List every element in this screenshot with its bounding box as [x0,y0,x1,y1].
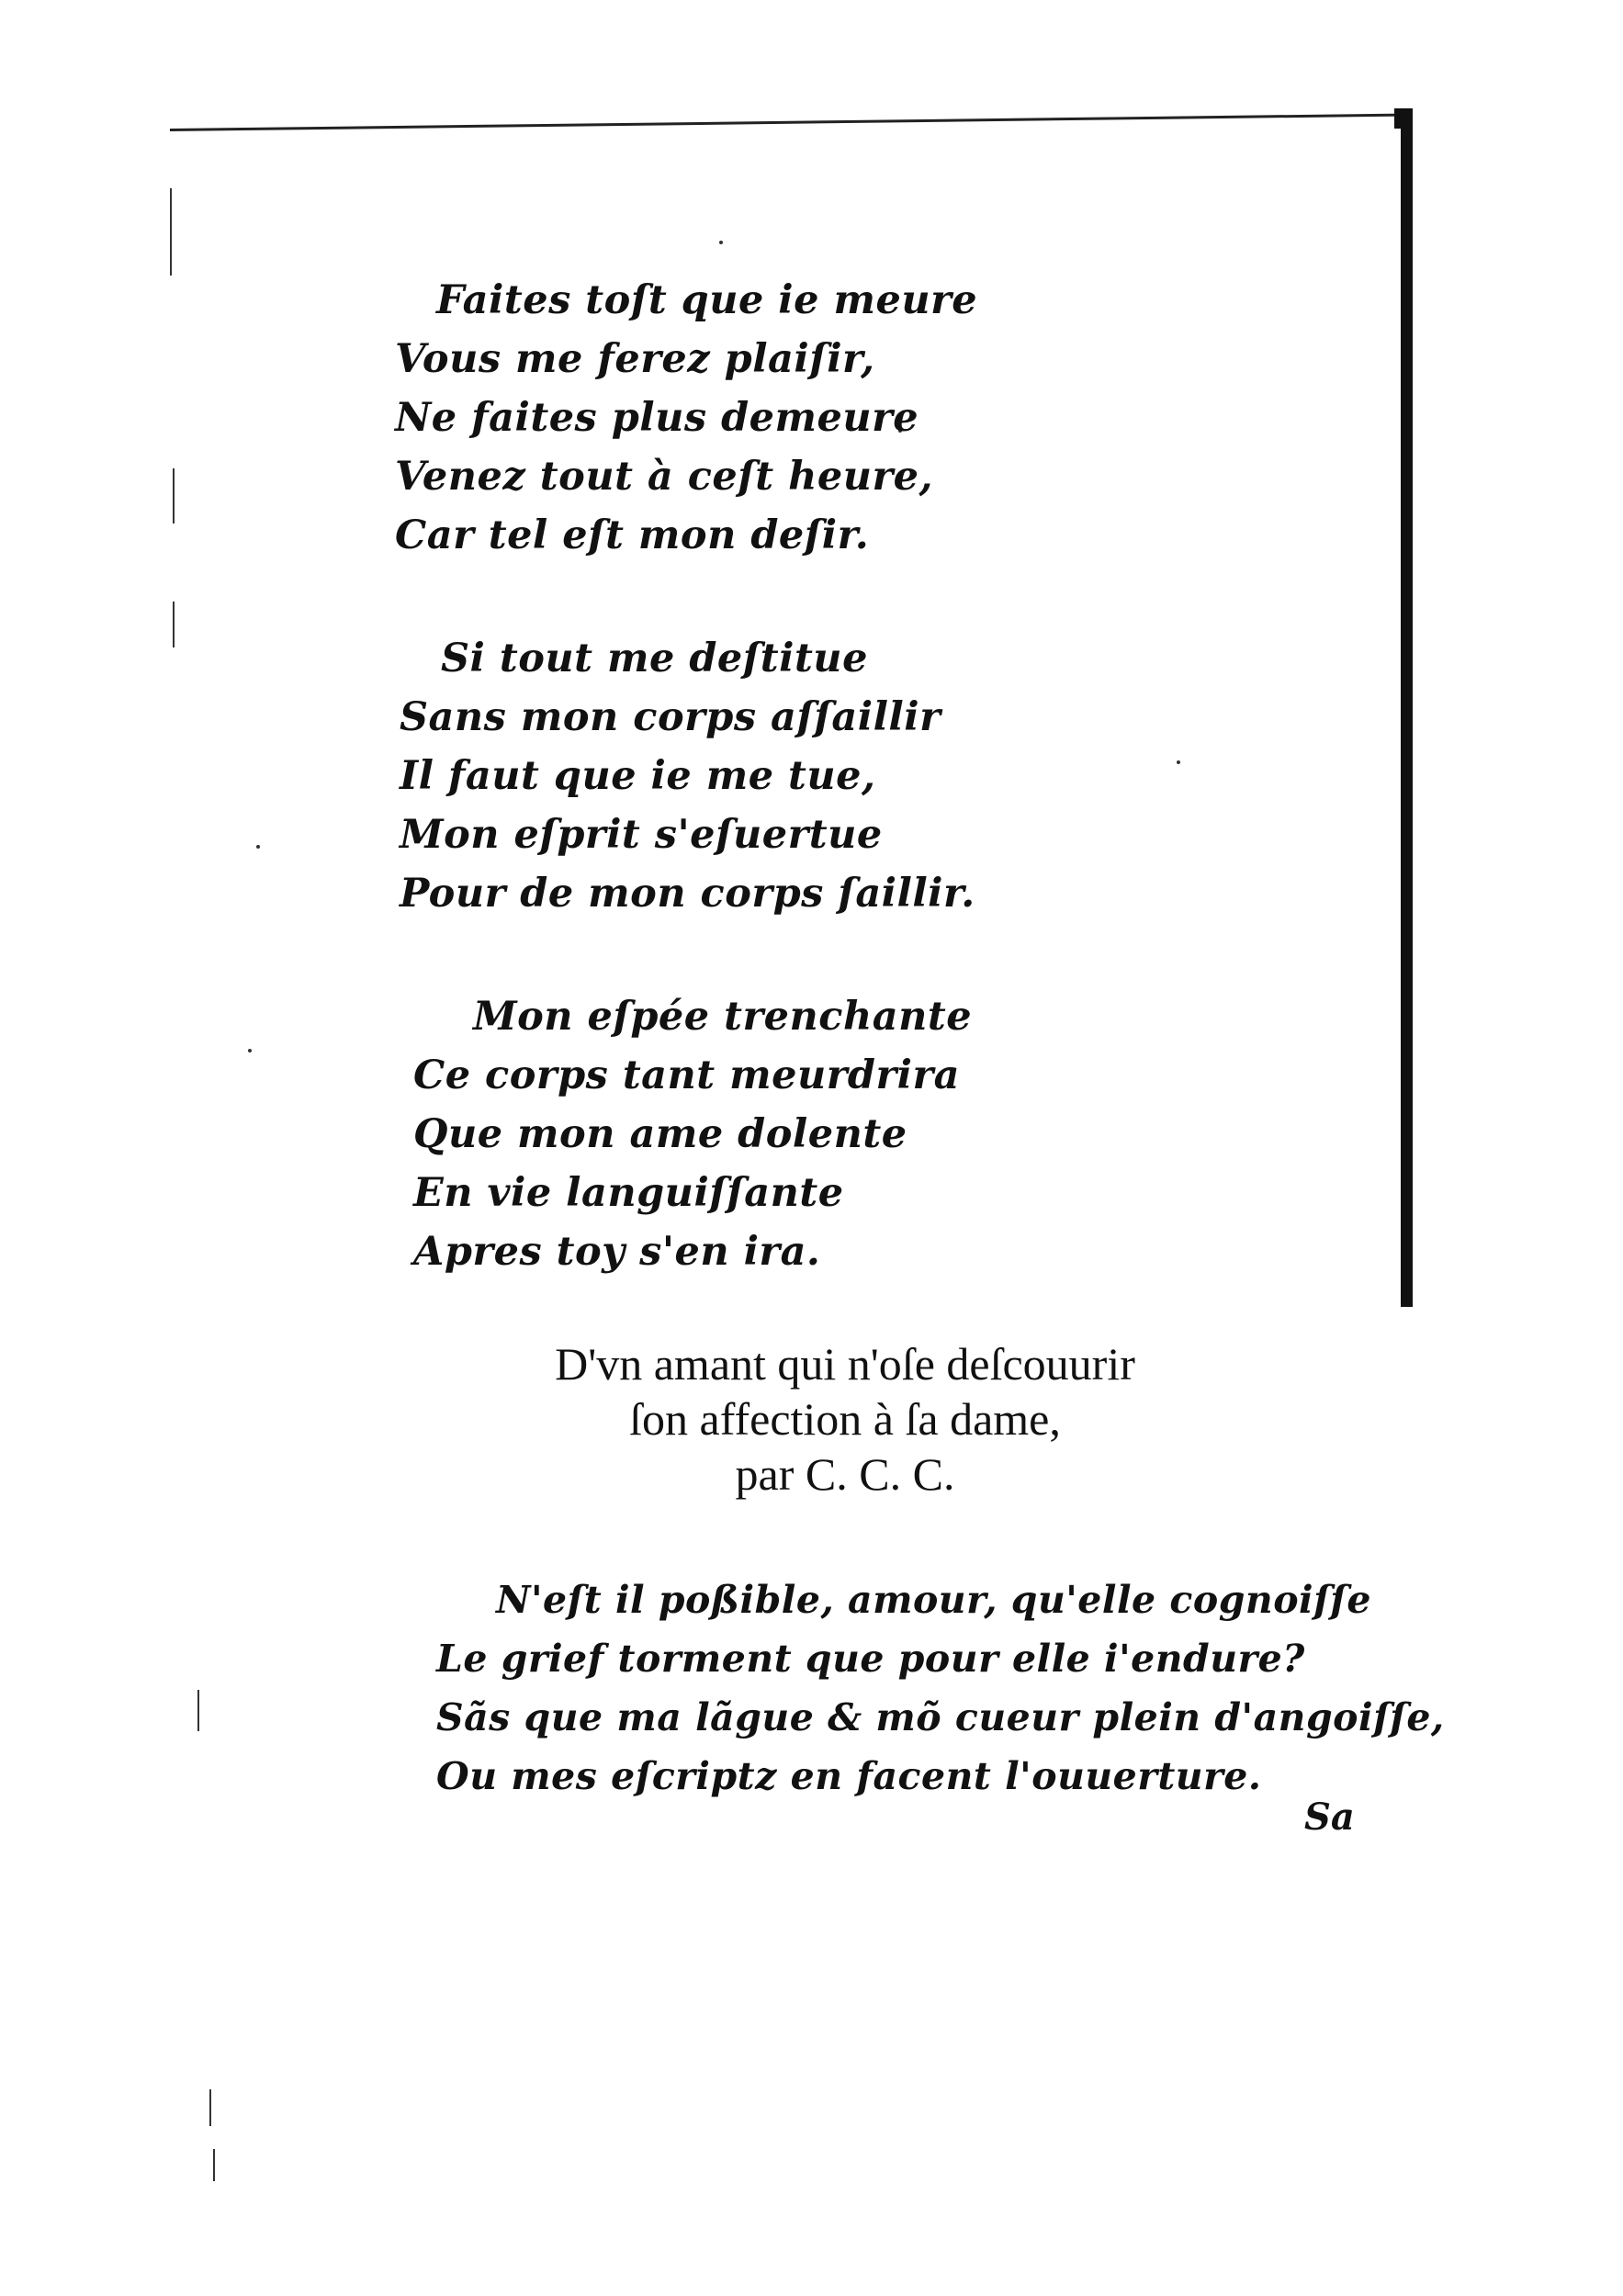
verse-line: En vie languiſſante [413,1170,844,1216]
page-top-rule [170,114,1401,131]
verse-line: Venez tout à ceſt heure, [395,454,933,500]
page-right-edge-tab [1394,108,1413,129]
verse-line: Ou mes eſcriptz en facent l'ouuerture. [436,1754,1262,1798]
page-right-edge [1401,108,1413,1307]
catchword: Sa [1304,1795,1355,1839]
heading-line: par C. C. C. [735,1448,955,1500]
heading-line: D'vn amant qui n'oſe deſcouurir [555,1338,1135,1390]
left-edge-mark [173,468,175,523]
verse-line: N'eſt il poßible, amour, qu'elle cognoiſſe [496,1578,1371,1622]
verse-line: Apres toy s'en ira. [413,1229,821,1275]
verse-line: Ne faites plus demeure [395,395,919,441]
left-edge-mark [209,2089,211,2126]
stanza-2 [400,629,975,923]
verse-line: Le grief torment que pour elle i'endure? [436,1637,1305,1681]
ink-speck [719,241,723,244]
ink-speck [256,845,260,849]
stanza-1 [395,271,977,565]
left-edge-mark [213,2149,215,2181]
poem-heading [386,1336,1304,1502]
verse-line: Mon eſprit s'eſuertue [400,812,883,858]
verse-line: Sãs que ma lãgue & mõ cueur plein d'angoiſſe, [436,1695,1445,1739]
left-edge-mark [170,188,172,276]
verse-line: Faites toſt que ie meure [436,277,978,323]
verse-line: Ce corps tant meurdrira [413,1052,960,1098]
verse-line: Il faut que ie me tue, [400,753,876,799]
sonnet-stanza [436,1570,1445,1806]
verse-line: Pour de mon corps ſaillir. [400,871,975,917]
left-edge-mark [173,602,175,647]
ink-speck [1177,760,1180,764]
verse-line: Si tout me deſtitue [441,636,868,681]
stanza-3 [413,987,972,1281]
verse-line: Mon eſpée trenchante [473,994,973,1040]
verse-line: Vous me ferez plaiſir, [395,336,875,382]
left-edge-mark [197,1690,199,1731]
verse-line: Que mon ame dolente [413,1111,907,1157]
heading-line: ſon affection à ſa dame, [629,1393,1061,1445]
verse-line: Sans mon corps aſſaillir [400,694,941,740]
ink-speck [248,1049,252,1052]
verse-line: Car tel eſt mon deſir. [395,512,870,558]
